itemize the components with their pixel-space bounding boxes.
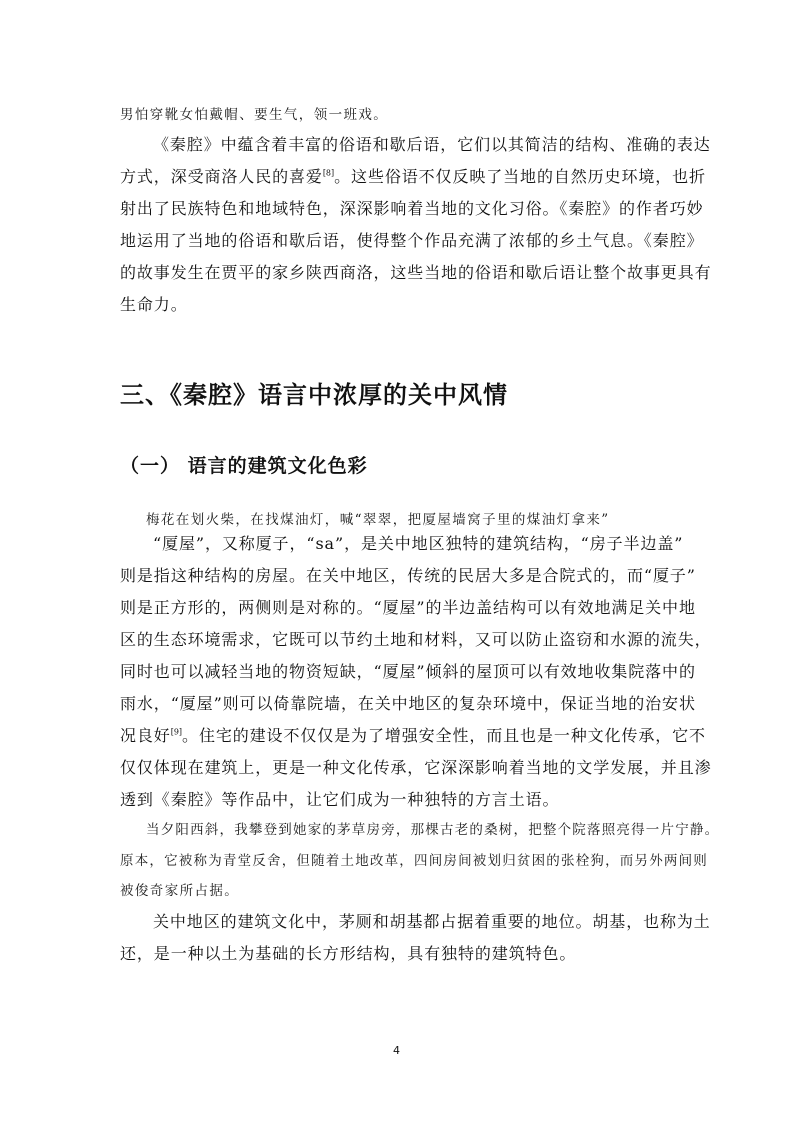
paragraph-line: “厦屋”，又称厦子，“sa”，是关中地区独特的建筑结构，“房子半边盖” — [153, 534, 684, 553]
paragraph-line: 仅仅体现在建筑上，更是一种文化传承，它深深影响着当地的文学发展，并且渗 — [120, 758, 712, 777]
quote-line: 被俊奇家所占据。 — [120, 883, 240, 899]
quote-line: 男怕穿靴女怕戴帽、要生气，领一班戏。 — [120, 107, 389, 123]
paragraph-line: 还，是一种以土为基础的长方形结构，具有独特的建筑特色。 — [120, 944, 577, 963]
paragraph-line: 射出了民族特色和地域特色，深深影响着当地的文化习俗。《秦腔》的作者巧妙 — [120, 199, 704, 218]
quote-line: 梅花在划火柴，在找煤油灯，喊“翠翠，把厦屋墙窝子里的煤油灯拿来” — [146, 512, 610, 528]
paragraph-line: 区的生态环境需求，它既可以节约土地和材料，又可以防止盗窃和水源的流失， — [120, 630, 712, 649]
section-heading: 三、《秦腔》语言中浓厚的关中风情 — [120, 381, 508, 409]
paragraph-line: 的故事发生在贾平的家乡陕西商洛，这些当地的俗语和歇后语让整个故事更具有 — [120, 263, 712, 282]
paragraph-line: 则是正方形的，两侧则是对称的。“厦屋”的半边盖结构可以有效地满足关中地 — [120, 598, 696, 617]
citation-ref: [9] — [170, 727, 183, 737]
citation-ref: [8] — [322, 168, 335, 178]
subsection-heading: （一） 语言的建筑文化色彩 — [120, 455, 368, 477]
paragraph-line: 雨水，“厦屋”则可以倚靠院墙，在关中地区的复杂环境中，保证当地的治安状 — [120, 694, 696, 713]
paragraph-line: 《秦腔》中蕴含着丰富的俗语和歇后语，它们以其简洁的结构、准确的表达 — [153, 135, 711, 154]
paragraph-line: 透到《秦腔》等作品中，让它们成为一种独特的方言土语。 — [120, 790, 560, 809]
paragraph-line: 况良好[9]。住宅的建设不仅仅是为了增强安全性，而且也是一种文化传承，它不 — [120, 726, 706, 745]
quote-line: 当夕阳西斜，我攀登到她家的茅草房旁，那棵古老的桑树，把整个院落照亮得一片宁静。 — [146, 822, 720, 838]
paragraph-line: 同时也可以减轻当地的物资短缺，“厦屋”倾斜的屋顶可以有效地收集院落中的 — [120, 662, 696, 681]
quote-line: 原本，它被称为青堂反舍，但随着土地改革，四间房间被划归贫困的张栓狗，而另外两间则 — [120, 853, 708, 869]
paragraph-line: 生命力。 — [120, 295, 188, 314]
paragraph-line: 关中地区的建筑文化中，茅厕和胡基都占据着重要的地位。胡基，也称为土 — [153, 912, 711, 931]
page-number: 4 — [393, 1044, 400, 1057]
paragraph-line: 则是指这种结构的房屋。在关中地区，传统的民居大多是合院式的，而“厦子” — [120, 566, 696, 585]
paragraph-line: 地运用了当地的俗语和歇后语，使得整个作品充满了浓郁的乡土气息。《秦腔》 — [120, 231, 704, 250]
paragraph-line: 方式，深受商洛人民的喜爱[8]。这些俗语不仅反映了当地的自然历史环境，也折 — [120, 167, 706, 186]
